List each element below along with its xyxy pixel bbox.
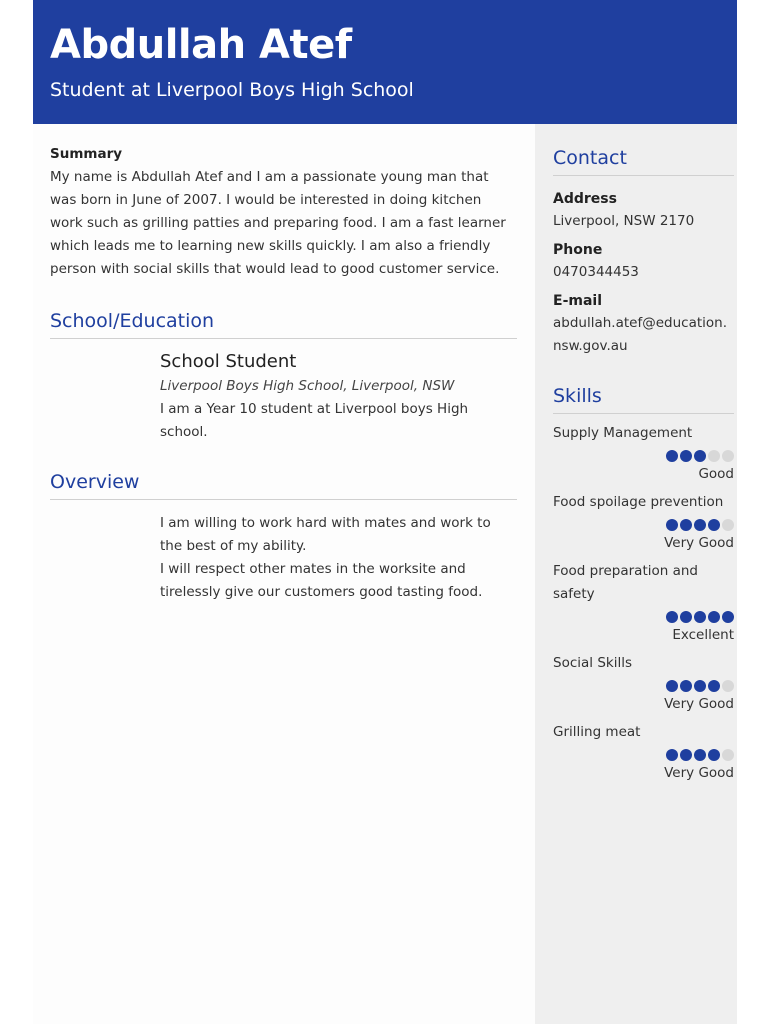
resume-page xyxy=(33,0,737,1024)
rating-dot-filled xyxy=(680,611,692,623)
skill-level: Very Good xyxy=(664,696,734,712)
summary-text: My name is Abdullah Atef and I am a passionate young man that was born in June of 2007. I would be interested in doing kitchen work such as grilling patties and preparing food. I am a fast learner which leads me to learning new skills quickly. I am also a friendly person with social skills that would lead to good customer service. xyxy=(50,169,506,277)
rating-dot-filled xyxy=(708,680,720,692)
phone-value: 0470344453 xyxy=(553,264,639,280)
rating-dot-filled xyxy=(680,749,692,761)
skill-name: Grilling meat xyxy=(553,724,641,740)
skill-level: Very Good xyxy=(664,535,734,551)
rating-dot-empty xyxy=(722,749,734,761)
overview-section xyxy=(50,468,517,604)
rating-dot-filled xyxy=(666,749,678,761)
skill-item xyxy=(553,560,734,646)
address-label: Address xyxy=(553,191,617,207)
rating-dot-filled xyxy=(708,519,720,531)
rating-dot-filled xyxy=(666,519,678,531)
sidebar-content xyxy=(553,144,734,784)
rating-dot-filled xyxy=(708,611,720,623)
resume-header xyxy=(33,0,737,124)
skill-rating xyxy=(553,609,734,625)
skills-section xyxy=(553,382,734,784)
overview-body xyxy=(160,512,517,604)
rating-dot-filled xyxy=(708,749,720,761)
rating-dot-filled xyxy=(680,450,692,462)
email-label: E-mail xyxy=(553,293,603,309)
rating-dot-empty xyxy=(722,519,734,531)
skills-list xyxy=(553,422,734,784)
phone-label: Phone xyxy=(553,242,603,258)
overview-line-2: I will respect other mates in the worksite and tirelessly give our customers good tasting food. xyxy=(160,561,483,600)
rating-dot-empty xyxy=(722,680,734,692)
rating-dot-filled xyxy=(694,450,706,462)
rating-dot-filled xyxy=(694,680,706,692)
skill-item xyxy=(553,422,734,485)
skill-rating xyxy=(553,747,734,763)
skill-rating xyxy=(553,448,734,464)
skill-name: Food preparation and safety xyxy=(553,563,699,602)
overview-line-1: I am willing to work hard with mates and work to the best of my ability. xyxy=(160,515,491,554)
rating-dot-filled xyxy=(666,611,678,623)
candidate-subtitle: Student at Liverpool Boys High School xyxy=(50,79,414,101)
education-school: Liverpool Boys High School, Liverpool, NSW xyxy=(160,378,455,394)
address-value: Liverpool, NSW 2170 xyxy=(553,213,695,229)
skill-name: Food spoilage prevention xyxy=(553,494,724,510)
skill-item xyxy=(553,721,734,784)
skill-name: Supply Management xyxy=(553,425,693,441)
rating-dot-empty xyxy=(722,450,734,462)
summary-label: Summary xyxy=(50,146,123,162)
contact-section xyxy=(553,144,734,358)
email-link[interactable]: abdullah.atef@education.nsw.gov.au xyxy=(553,315,727,354)
skill-name: Social Skills xyxy=(553,655,632,671)
rating-dot-filled xyxy=(666,450,678,462)
rating-dot-filled xyxy=(694,519,706,531)
education-description: I am a Year 10 student at Liverpool boys High school. xyxy=(160,401,469,440)
rating-dot-empty xyxy=(708,450,720,462)
education-role: School Student xyxy=(160,351,297,372)
education-entry xyxy=(160,349,517,444)
skill-level: Excellent xyxy=(672,627,734,643)
skill-rating xyxy=(553,517,734,533)
summary-section xyxy=(50,144,517,281)
main-column xyxy=(50,144,517,604)
rating-dot-filled xyxy=(666,680,678,692)
rating-dot-filled xyxy=(694,611,706,623)
contact-title: Contact xyxy=(553,144,734,176)
skill-level: Good xyxy=(698,466,734,482)
skill-item xyxy=(553,491,734,554)
sidebar xyxy=(535,124,737,1024)
skills-title: Skills xyxy=(553,382,734,414)
skill-item xyxy=(553,652,734,715)
education-section xyxy=(50,307,517,444)
candidate-name: Abdullah Atef xyxy=(50,22,352,68)
skill-rating xyxy=(553,678,734,694)
rating-dot-filled xyxy=(722,611,734,623)
rating-dot-filled xyxy=(680,680,692,692)
skill-level: Very Good xyxy=(664,765,734,781)
education-title: School/Education xyxy=(50,307,517,339)
rating-dot-filled xyxy=(680,519,692,531)
overview-title: Overview xyxy=(50,468,517,500)
rating-dot-filled xyxy=(694,749,706,761)
